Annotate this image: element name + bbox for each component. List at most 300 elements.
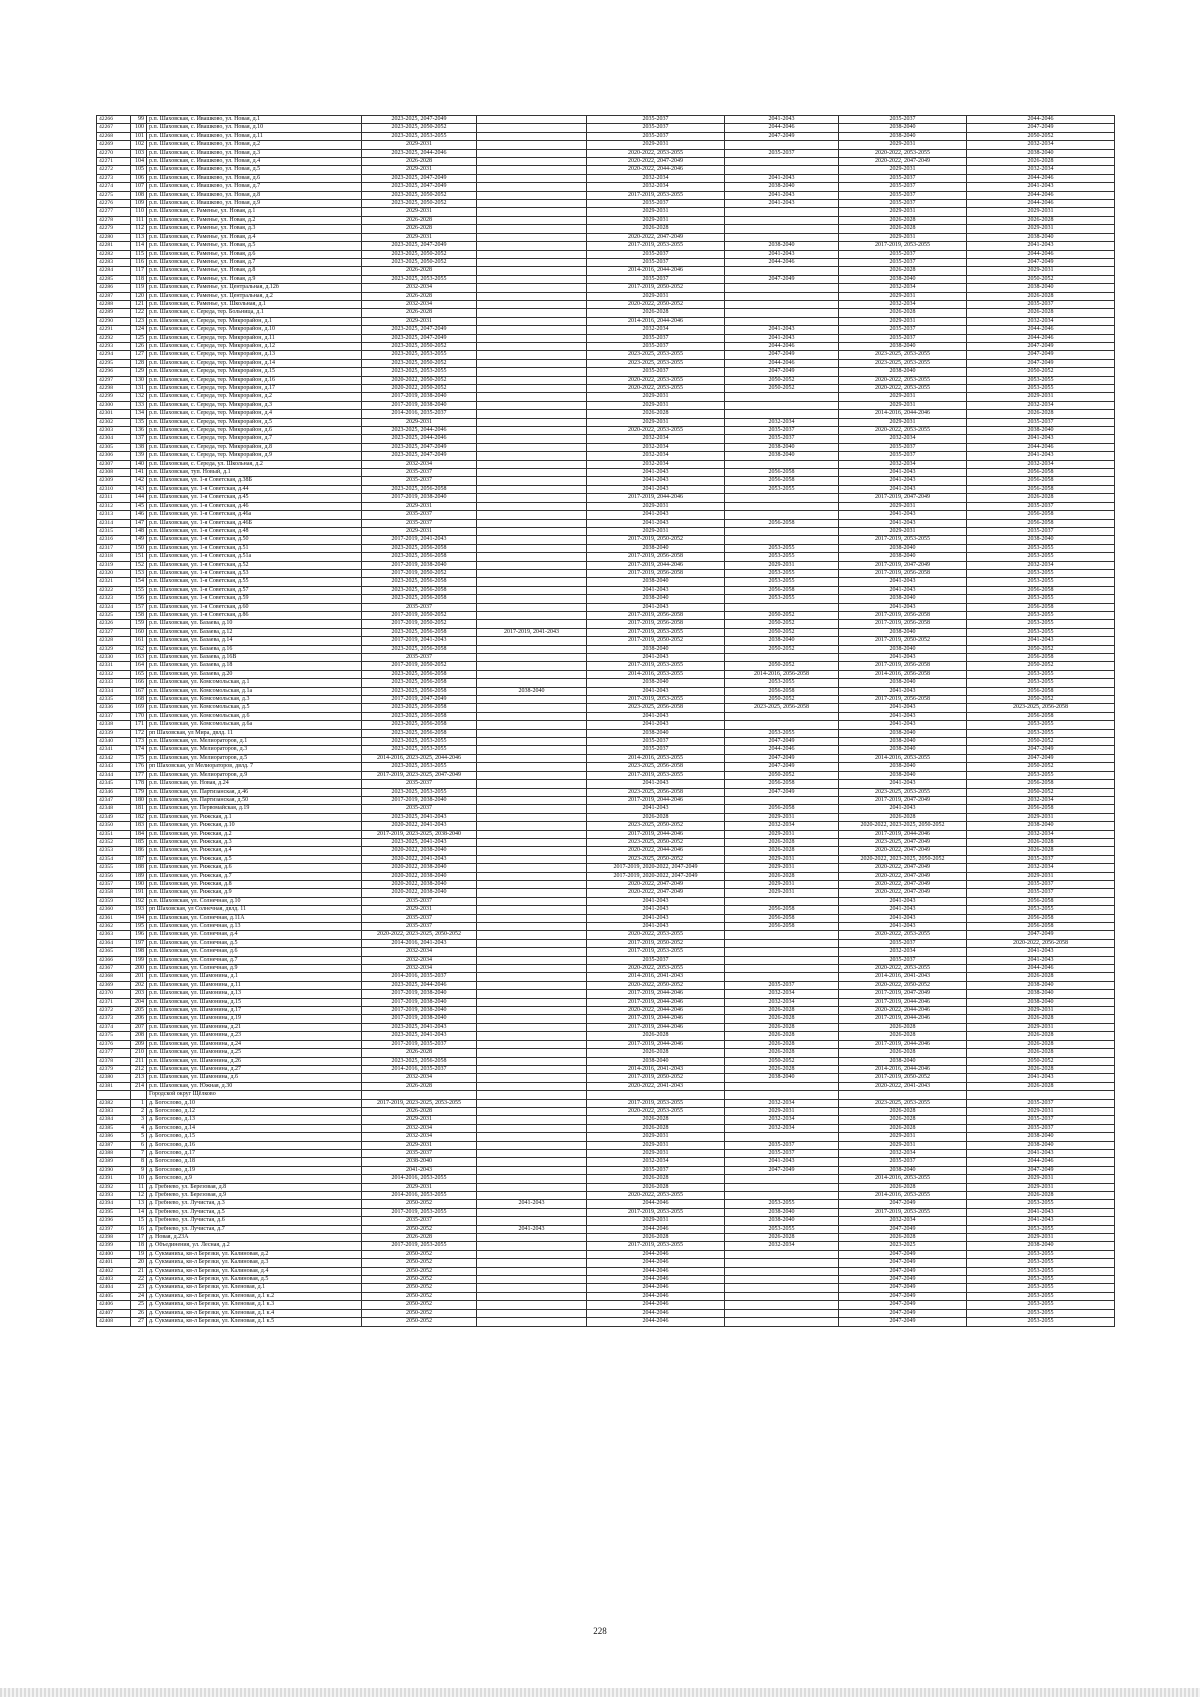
period-5: 2032-2034 — [839, 1149, 967, 1157]
row-number: 182 — [131, 813, 147, 821]
period-4: 2047-2049 — [725, 788, 839, 796]
period-4: 2026-2028 — [725, 847, 839, 855]
row-number: 184 — [131, 830, 147, 838]
period-4: 2014-2016, 2056-2058 — [725, 670, 839, 678]
period-5: 2026-2028 — [839, 216, 967, 224]
period-3: 2017-2019, 2053-2055 — [587, 191, 725, 199]
period-5: 2047-2049 — [839, 1276, 967, 1284]
row-id: 42319 — [97, 561, 131, 569]
row-number: 99 — [131, 116, 147, 124]
period-1: 2023-2025, 2053-2055 — [362, 788, 477, 796]
table-row — [97, 443, 1115, 451]
period-3: 2014-2016, 2041-2043 — [587, 1065, 725, 1073]
address: д. Сукманиха, кв-л Березки, ул. Калиновая, д.2 — [147, 1250, 362, 1258]
period-3: 2029-2031 — [587, 401, 725, 409]
period-6: 2035-2037 — [967, 418, 1115, 426]
period-5: 2038-2040 — [839, 771, 967, 779]
row-number: 129 — [131, 368, 147, 376]
address: д. Сукманиха, кв-л Березки, ул. Кленовая, д.1 к.5 — [147, 1318, 362, 1326]
period-1: 2029-2031 — [362, 418, 477, 426]
period-1: 2014-2016, 2041-2043 — [362, 939, 477, 947]
table-row — [97, 401, 1115, 409]
row-number: 104 — [131, 158, 147, 166]
period-6: 2056-2058 — [967, 511, 1115, 519]
period-3: 2026-2028 — [587, 225, 725, 233]
period-1: 2023-2025, 2041-2043 — [362, 838, 477, 846]
table-row — [97, 788, 1115, 796]
period-4: 2053-2055 — [725, 553, 839, 561]
period-2 — [477, 553, 587, 561]
row-id: 42398 — [97, 1234, 131, 1242]
address: р.п. Шаховская, ул. 1-я Советская, д.50 — [147, 536, 362, 544]
address: д. Богослово, д.14 — [147, 1124, 362, 1132]
table-row — [97, 654, 1115, 662]
period-2 — [477, 1183, 587, 1191]
address: д. Богослово, д.15 — [147, 1133, 362, 1141]
period-1: 2017-2019, 2050-2052 — [362, 569, 477, 577]
period-6: 2053-2055 — [967, 595, 1115, 603]
period-3: 2032-2034 — [587, 435, 725, 443]
period-6: 2038-2040 — [967, 284, 1115, 292]
period-5: 2041-2043 — [839, 906, 967, 914]
row-number: 111 — [131, 216, 147, 224]
table-row — [97, 1284, 1115, 1292]
table-row — [97, 132, 1115, 140]
period-5: 2020-2022, 2047-2049 — [839, 880, 967, 888]
period-6: 2038-2040 — [967, 536, 1115, 544]
period-6: 2038-2040 — [967, 998, 1115, 1006]
table-row — [97, 637, 1115, 645]
period-6: 2053-2055 — [967, 1292, 1115, 1300]
period-2 — [477, 561, 587, 569]
period-2 — [477, 729, 587, 737]
period-6: 2041-2043 — [967, 452, 1115, 460]
period-6: 2029-2031 — [967, 1183, 1115, 1191]
row-number: 119 — [131, 284, 147, 292]
row-number: 121 — [131, 300, 147, 308]
table-row — [97, 1242, 1115, 1250]
address: д. Гребнево, ул. Березовая, д.9 — [147, 1192, 362, 1200]
address: рп Шаховская, ул Солнечная, двлд. 11 — [147, 906, 362, 914]
period-4 — [725, 225, 839, 233]
period-3: 2029-2031 — [587, 393, 725, 401]
period-3: 2029-2031 — [587, 1141, 725, 1149]
period-4: 2026-2028 — [725, 1049, 839, 1057]
table-row — [97, 939, 1115, 947]
period-6: 2032-2034 — [967, 830, 1115, 838]
row-number: 112 — [131, 225, 147, 233]
table-row — [97, 1015, 1115, 1023]
period-6: 2029-2031 — [967, 1023, 1115, 1031]
period-2 — [477, 216, 587, 224]
period-5: 2035-2037 — [839, 116, 967, 124]
period-6: 2029-2031 — [967, 1175, 1115, 1183]
period-4 — [725, 494, 839, 502]
period-1: 2023-2025, 2056-2058 — [362, 544, 477, 552]
period-2 — [477, 670, 587, 678]
address: р.п. Шаховская, с. Середа, тер. Микрорайон, д.8 — [147, 443, 362, 451]
row-number: 195 — [131, 923, 147, 931]
period-6: 2035-2037 — [967, 1099, 1115, 1107]
address: р.п. Шаховская, с. Раменье, ул. Новая, д.9 — [147, 275, 362, 283]
period-1: 2035-2037 — [362, 469, 477, 477]
period-5: 2041-2043 — [839, 721, 967, 729]
address: р.п. Шаховская, ул. Шамонина, д.26 — [147, 1057, 362, 1065]
table-row — [97, 864, 1115, 872]
table-row — [97, 427, 1115, 435]
table-row — [97, 284, 1115, 292]
period-1: 2023-2025, 2053-2055 — [362, 763, 477, 771]
period-1: 2017-2019, 2050-2052 — [362, 662, 477, 670]
period-1: 2050-2052 — [362, 1284, 477, 1292]
period-3: 2023-2025, 2053-2055 — [587, 359, 725, 367]
period-5: 2041-2043 — [839, 578, 967, 586]
row-number: 113 — [131, 233, 147, 241]
period-1: 2023-2025, 2056-2058 — [362, 712, 477, 720]
period-2 — [477, 1082, 587, 1090]
row-number: 171 — [131, 721, 147, 729]
row-number: 14 — [131, 1208, 147, 1216]
row-number: 1 — [131, 1099, 147, 1107]
period-6: 2029-2031 — [967, 872, 1115, 880]
period-3: 2029-2031 — [587, 141, 725, 149]
table-row — [97, 729, 1115, 737]
period-6: 2041-2043 — [967, 948, 1115, 956]
period-5: 2035-2037 — [839, 258, 967, 266]
period-3: 2020-2022, 2047-2049 — [587, 880, 725, 888]
row-id: 42292 — [97, 334, 131, 342]
row-number: 152 — [131, 561, 147, 569]
period-3: 2017-2019, 2050-2052 — [587, 637, 725, 645]
address: р.п. Шаховская, с. Раменье, ул. Новая, д.6 — [147, 250, 362, 258]
address: р.п. Шаховская, с. Ивашково, ул. Новая, д.4 — [147, 158, 362, 166]
period-6: 2044-2046 — [967, 200, 1115, 208]
period-1: 2050-2052 — [362, 1276, 477, 1284]
period-1: 2026-2028 — [362, 158, 477, 166]
period-5: 2041-2043 — [839, 485, 967, 493]
period-4: 2047-2049 — [725, 351, 839, 359]
period-6: 2053-2055 — [967, 1250, 1115, 1258]
period-5: 2041-2043 — [839, 477, 967, 485]
period-3: 2038-2040 — [587, 729, 725, 737]
period-2 — [477, 342, 587, 350]
period-1: 2029-2031 — [362, 527, 477, 535]
period-4 — [725, 654, 839, 662]
period-3: 2017-2019, 2053-2055 — [587, 662, 725, 670]
address: р.п. Шаховская, с. Середа, ул. Школьная, д.2 — [147, 460, 362, 468]
period-4: 2056-2058 — [725, 519, 839, 527]
row-number: 131 — [131, 385, 147, 393]
period-3: 2041-2043 — [587, 897, 725, 905]
row-number: 158 — [131, 611, 147, 619]
table-row — [97, 603, 1115, 611]
period-4 — [725, 1250, 839, 1258]
period-1: 2026-2028 — [362, 1082, 477, 1090]
table-row — [97, 1158, 1115, 1166]
row-number: 188 — [131, 864, 147, 872]
period-4 — [725, 1276, 839, 1284]
period-3: 2026-2028 — [587, 1175, 725, 1183]
row-number: 145 — [131, 502, 147, 510]
period-2 — [477, 1107, 587, 1115]
row-number: 199 — [131, 956, 147, 964]
period-1: 2050-2052 — [362, 1200, 477, 1208]
address: р.п. Шаховская, ул. Рижская, д.1 — [147, 813, 362, 821]
table-row — [97, 1259, 1115, 1267]
address: р.п. Шаховская, с. Раменье, ул. Новая, д.1 — [147, 208, 362, 216]
period-5: 2023-2025, 2053-2055 — [839, 788, 967, 796]
period-3: 2032-2034 — [587, 452, 725, 460]
period-4: 2053-2055 — [725, 1200, 839, 1208]
period-4: 2050-2052 — [725, 1057, 839, 1065]
period-3: 2020-2022, 2053-2055 — [587, 427, 725, 435]
row-id: 42354 — [97, 855, 131, 863]
period-5: 2038-2040 — [839, 1166, 967, 1174]
period-1: 2023-2025, 2056-2058 — [362, 485, 477, 493]
address: р.п. Шаховская, ул. 1-я Советская, д.51а — [147, 553, 362, 561]
period-5: 2038-2040 — [839, 342, 967, 350]
period-3: 2041-2043 — [587, 805, 725, 813]
period-5: 2035-2037 — [839, 326, 967, 334]
row-number: 198 — [131, 948, 147, 956]
table-row — [97, 385, 1115, 393]
period-2 — [477, 704, 587, 712]
period-1: 2023-2025, 2056-2058 — [362, 687, 477, 695]
period-6: 2038-2040 — [967, 1133, 1115, 1141]
address: р.п. Шаховская, ул. Комсомольская, д.6а — [147, 721, 362, 729]
period-3: 2029-2031 — [587, 418, 725, 426]
row-id: 42383 — [97, 1107, 131, 1115]
period-5: 2032-2034 — [839, 435, 967, 443]
period-6: 2050-2052 — [967, 368, 1115, 376]
period-2 — [477, 200, 587, 208]
row-id: 42363 — [97, 931, 131, 939]
address: р.п. Шаховская, туп. Новый, д.1 — [147, 469, 362, 477]
period-6: 2050-2052 — [967, 763, 1115, 771]
row-id: 42327 — [97, 628, 131, 636]
address: р.п. Шаховская, ул. Рижская, д.7 — [147, 872, 362, 880]
period-3: 2041-2043 — [587, 586, 725, 594]
period-4: 2041-2043 — [725, 200, 839, 208]
period-4: 2047-2049 — [725, 1166, 839, 1174]
period-6: 2026-2028 — [967, 838, 1115, 846]
table-row — [97, 889, 1115, 897]
period-6: 2050-2052 — [967, 738, 1115, 746]
period-3: 2035-2037 — [587, 746, 725, 754]
period-4: 2035-2037 — [725, 435, 839, 443]
table-row — [97, 830, 1115, 838]
row-number: 197 — [131, 939, 147, 947]
row-id: 42380 — [97, 1074, 131, 1082]
row-id: 42359 — [97, 897, 131, 905]
row-id: 42280 — [97, 233, 131, 241]
table-row — [97, 553, 1115, 561]
period-1: 2017-2019, 2038-2040 — [362, 1007, 477, 1015]
row-number: 208 — [131, 1032, 147, 1040]
row-id: 42300 — [97, 401, 131, 409]
row-id: 42276 — [97, 200, 131, 208]
period-3: 2041-2043 — [587, 712, 725, 720]
period-2 — [477, 721, 587, 729]
row-number: 170 — [131, 712, 147, 720]
period-5: 2026-2028 — [839, 1049, 967, 1057]
address: р.п. Шаховская, с. Раменье, ул. Школьная, д.1 — [147, 300, 362, 308]
period-4: 2056-2058 — [725, 914, 839, 922]
period-1: 2023-2025, 2056-2058 — [362, 578, 477, 586]
row-number: 134 — [131, 410, 147, 418]
period-1: 2020-2022, 2041-2043 — [362, 822, 477, 830]
period-6: 2023-2025, 2056-2058 — [967, 704, 1115, 712]
address: р.п. Шаховская, с. Ивашково, ул. Новая, д.7 — [147, 183, 362, 191]
period-1: 2050-2052 — [362, 1292, 477, 1300]
period-1: 2023-2025, 2053-2055 — [362, 132, 477, 140]
period-6: 2050-2052 — [967, 1057, 1115, 1065]
period-2 — [477, 662, 587, 670]
period-4 — [725, 1267, 839, 1275]
address: р.п. Шаховская, ул. Солнечная, д.6 — [147, 948, 362, 956]
schedule-table-sheet — [96, 115, 1114, 1327]
period-6: 2038-2040 — [967, 981, 1115, 989]
address: р.п. Шаховская, ул. Рижская, д.5 — [147, 855, 362, 863]
period-5: 2041-2043 — [839, 511, 967, 519]
period-6: 2026-2028 — [967, 1082, 1115, 1090]
period-4 — [725, 401, 839, 409]
period-5: 2035-2037 — [839, 174, 967, 182]
period-1: 2029-2031 — [362, 141, 477, 149]
table-row — [97, 1217, 1115, 1225]
period-2 — [477, 1074, 587, 1082]
address: р.п. Шаховская, с. Середа, тер. Микрорайон, д.1 — [147, 317, 362, 325]
address: р.п. Шаховская, ул. Солнечная, д.10 — [147, 897, 362, 905]
period-1: 2032-2034 — [362, 460, 477, 468]
row-number: 213 — [131, 1074, 147, 1082]
period-3: 2032-2034 — [587, 174, 725, 182]
address: р.п. Шаховская, ул. Шамонина, д.24 — [147, 1040, 362, 1048]
period-1: 2050-2052 — [362, 1267, 477, 1275]
period-5: 2038-2040 — [839, 132, 967, 140]
period-4: 2053-2055 — [725, 485, 839, 493]
period-5: 2029-2031 — [839, 401, 967, 409]
period-1: 2032-2034 — [362, 1074, 477, 1082]
address: р.п. Шаховская, с. Раменье, ул. Новая, д.2 — [147, 216, 362, 224]
period-3: 2041-2043 — [587, 654, 725, 662]
period-6: 2053-2055 — [967, 771, 1115, 779]
row-id: 42371 — [97, 998, 131, 1006]
row-number: 153 — [131, 569, 147, 577]
period-2 — [477, 923, 587, 931]
period-5: 2020-2022, 2047-2049 — [839, 864, 967, 872]
period-6: 2056-2058 — [967, 897, 1115, 905]
period-4: 2029-2031 — [725, 889, 839, 897]
row-number: 118 — [131, 275, 147, 283]
period-4 — [725, 603, 839, 611]
table-row — [97, 174, 1115, 182]
address: р.п. Шаховская, ул. Шамонина, д.6 — [147, 1074, 362, 1082]
table-row — [97, 738, 1115, 746]
period-4: 2044-2046 — [725, 342, 839, 350]
period-4: 2050-2052 — [725, 662, 839, 670]
table-row — [97, 628, 1115, 636]
table-row — [97, 1049, 1115, 1057]
row-number: 24 — [131, 1292, 147, 1300]
table-row — [97, 1276, 1115, 1284]
table-row — [97, 696, 1115, 704]
period-4: 2050-2052 — [725, 645, 839, 653]
row-number: 161 — [131, 637, 147, 645]
row-id: 42317 — [97, 544, 131, 552]
period-1: 2023-2025, 2041-2043 — [362, 1023, 477, 1031]
row-number: 212 — [131, 1065, 147, 1073]
address: р.п. Шаховская, ул. Комсомольская, д.1 — [147, 679, 362, 687]
row-id: 42406 — [97, 1301, 131, 1309]
period-6: 2029-2031 — [967, 813, 1115, 821]
period-5: 2020-2022, 2023-2025, 2050-2052 — [839, 822, 967, 830]
period-2 — [477, 654, 587, 662]
period-4 — [725, 1082, 839, 1090]
row-id: 42360 — [97, 906, 131, 914]
period-6: 2056-2058 — [967, 654, 1115, 662]
period-3: 2041-2043 — [587, 485, 725, 493]
table-row — [97, 309, 1115, 317]
table-row — [97, 990, 1115, 998]
address: р.п. Шаховская, ул. Шамонина, д.25 — [147, 1049, 362, 1057]
address: р.п. Шаховская, с. Середа, тер. Микрорайон, д.14 — [147, 359, 362, 367]
period-4: 2056-2058 — [725, 586, 839, 594]
period-2 — [477, 317, 587, 325]
period-4 — [725, 948, 839, 956]
row-id: 42364 — [97, 939, 131, 947]
row-number: 26 — [131, 1309, 147, 1317]
table-row — [97, 435, 1115, 443]
period-4: 2050-2052 — [725, 376, 839, 384]
table-row — [97, 225, 1115, 233]
period-3: 2017-2019, 2020-2022, 2047-2049 — [587, 872, 725, 880]
period-5: 2029-2031 — [839, 292, 967, 300]
address: д. Сукманиха, кв-л Березки, ул. Калиновая, д.3 — [147, 1259, 362, 1267]
period-4: 2029-2031 — [725, 1107, 839, 1115]
period-1: 2020-2022, 2050-2052 — [362, 385, 477, 393]
period-4: 2038-2040 — [725, 637, 839, 645]
period-3: 2032-2034 — [587, 326, 725, 334]
row-id: 42266 — [97, 116, 131, 124]
period-6: 2047-2049 — [967, 351, 1115, 359]
table-row — [97, 1192, 1115, 1200]
row-id: 42325 — [97, 611, 131, 619]
period-1: 2035-2037 — [362, 914, 477, 922]
row-id: 42387 — [97, 1141, 131, 1149]
period-4: 2026-2028 — [725, 1040, 839, 1048]
period-4: 2041-2043 — [725, 1158, 839, 1166]
table-row — [97, 141, 1115, 149]
period-4: 2038-2040 — [725, 1208, 839, 1216]
period-3: 2044-2046 — [587, 1284, 725, 1292]
period-4: 2035-2037 — [725, 981, 839, 989]
table-row — [97, 670, 1115, 678]
period-6: 2044-2046 — [967, 174, 1115, 182]
period-3: 2020-2022, 2044-2046 — [587, 166, 725, 174]
period-5: 2041-2043 — [839, 519, 967, 527]
address: р.п. Шаховская, с. Середа, тер. Микрорайон, д.16 — [147, 376, 362, 384]
address: р.п. Шаховская, ул. 1-я Советская, д.59 — [147, 595, 362, 603]
address: р.п. Шаховская, с. Ивашково, ул. Новая, д.9 — [147, 200, 362, 208]
row-id: 42374 — [97, 1023, 131, 1031]
period-4 — [725, 284, 839, 292]
period-2 — [477, 536, 587, 544]
period-6: 2053-2055 — [967, 611, 1115, 619]
row-id: 42329 — [97, 645, 131, 653]
period-4: 2056-2058 — [725, 469, 839, 477]
period-6: 2056-2058 — [967, 712, 1115, 720]
